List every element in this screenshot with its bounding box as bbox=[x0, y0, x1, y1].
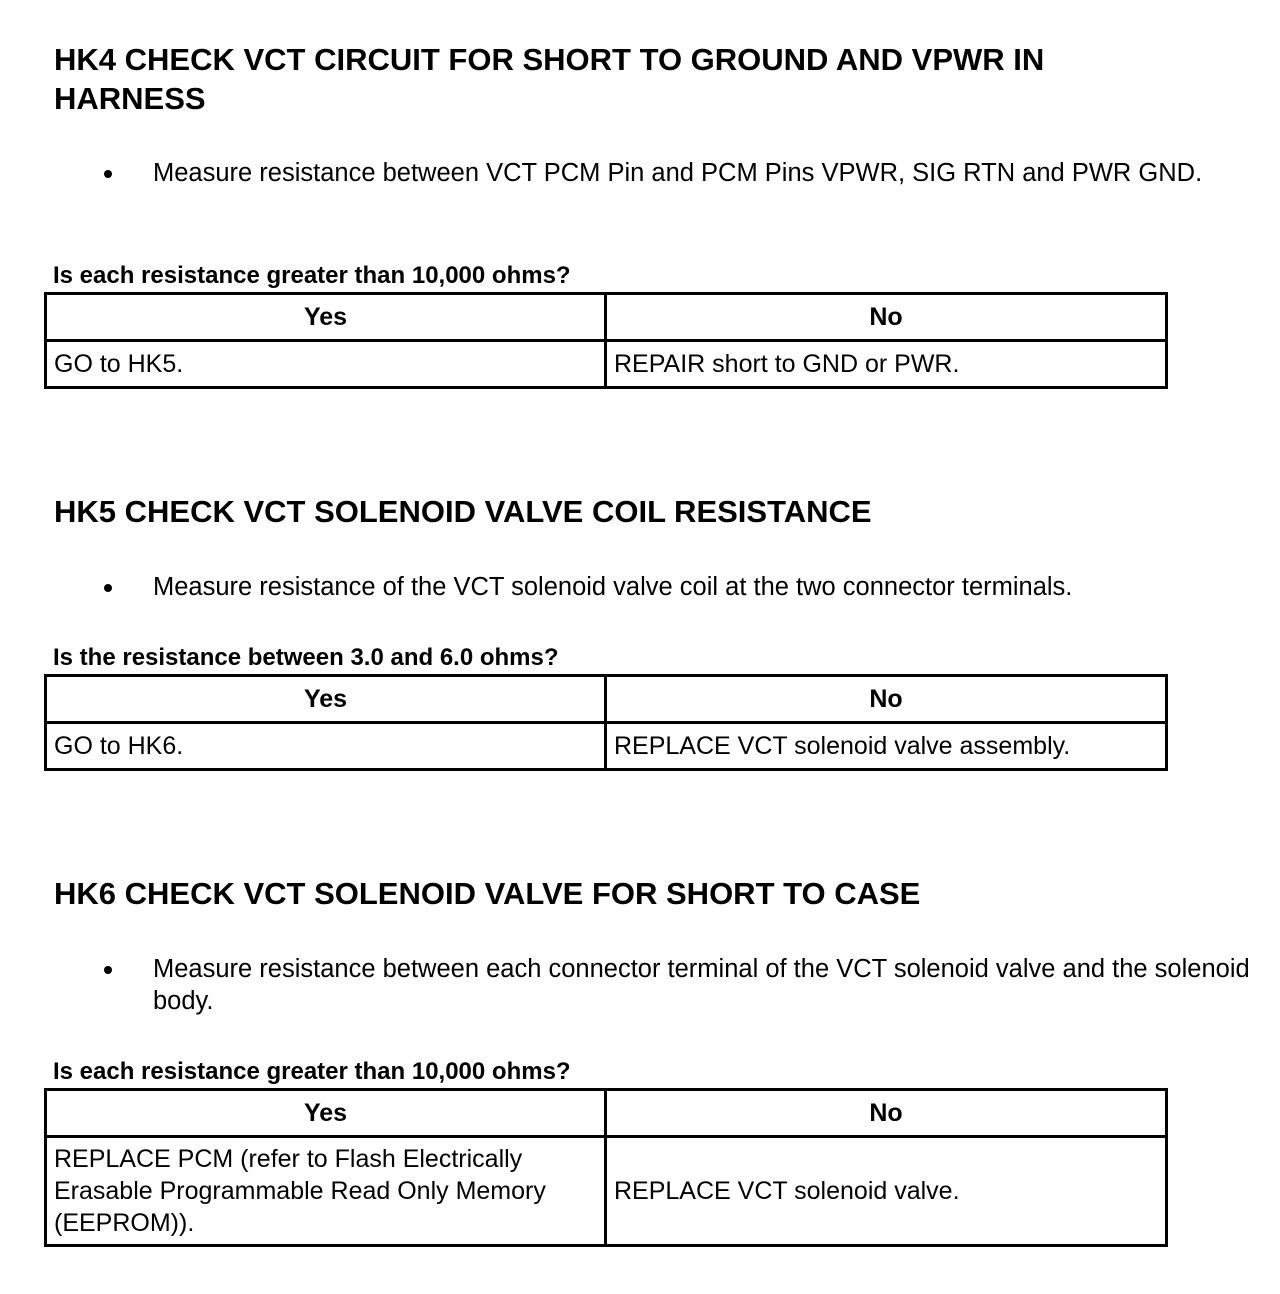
no-action: REPLACE VCT solenoid valve assembly. bbox=[606, 723, 1167, 770]
no-header: No bbox=[606, 294, 1167, 341]
yes-action: GO to HK5. bbox=[46, 341, 606, 388]
decision-table bbox=[44, 292, 1168, 389]
no-header: No bbox=[606, 676, 1167, 723]
no-header: No bbox=[606, 1090, 1167, 1137]
bullet-icon bbox=[104, 966, 112, 974]
yes-header: Yes bbox=[46, 294, 606, 341]
section-heading: HK6 CHECK VCT SOLENOID VALVE FOR SHORT TO CASE bbox=[54, 876, 921, 911]
yes-header: Yes bbox=[46, 676, 606, 723]
section-heading: HK4 CHECK VCT CIRCUIT FOR SHORT TO GROUND AND VPWR IN HARNESS bbox=[54, 42, 1045, 116]
table-row bbox=[46, 723, 1167, 770]
instruction-text: Measure resistance of the VCT solenoid valve coil at the two connector terminals. bbox=[153, 573, 1073, 601]
section-heading: HK5 CHECK VCT SOLENOID VALVE COIL RESISTANCE bbox=[54, 494, 872, 529]
no-action: REPAIR short to GND or PWR. bbox=[606, 341, 1167, 388]
no-action: REPLACE VCT solenoid valve. bbox=[606, 1137, 1167, 1246]
decision-table bbox=[44, 674, 1168, 771]
yes-header: Yes bbox=[46, 1090, 606, 1137]
decision-table bbox=[44, 1088, 1168, 1247]
table-header-row bbox=[46, 676, 1167, 723]
decision-question: Is each resistance greater than 10,000 ohms? bbox=[53, 1058, 571, 1085]
yes-action: GO to HK6. bbox=[46, 723, 606, 770]
table-header-row bbox=[46, 1090, 1167, 1137]
yes-action: REPLACE PCM (refer to Flash Electrically Erasable Programmable Read Only Memory (EEPROM)). bbox=[46, 1137, 606, 1246]
instruction-text: Measure resistance between VCT PCM Pin and PCM Pins VPWR, SIG RTN and PWR GND. bbox=[153, 159, 1203, 187]
instruction-text: Measure resistance between each connector terminal of the VCT solenoid valve and the solenoid body. bbox=[153, 955, 1250, 1015]
bullet-icon bbox=[104, 170, 112, 178]
decision-question: Is each resistance greater than 10,000 ohms? bbox=[53, 262, 571, 289]
bullet-icon bbox=[104, 584, 112, 592]
table-row bbox=[46, 341, 1167, 388]
table-header-row bbox=[46, 294, 1167, 341]
table-row bbox=[46, 1137, 1167, 1246]
decision-question: Is the resistance between 3.0 and 6.0 ohms? bbox=[53, 644, 559, 671]
